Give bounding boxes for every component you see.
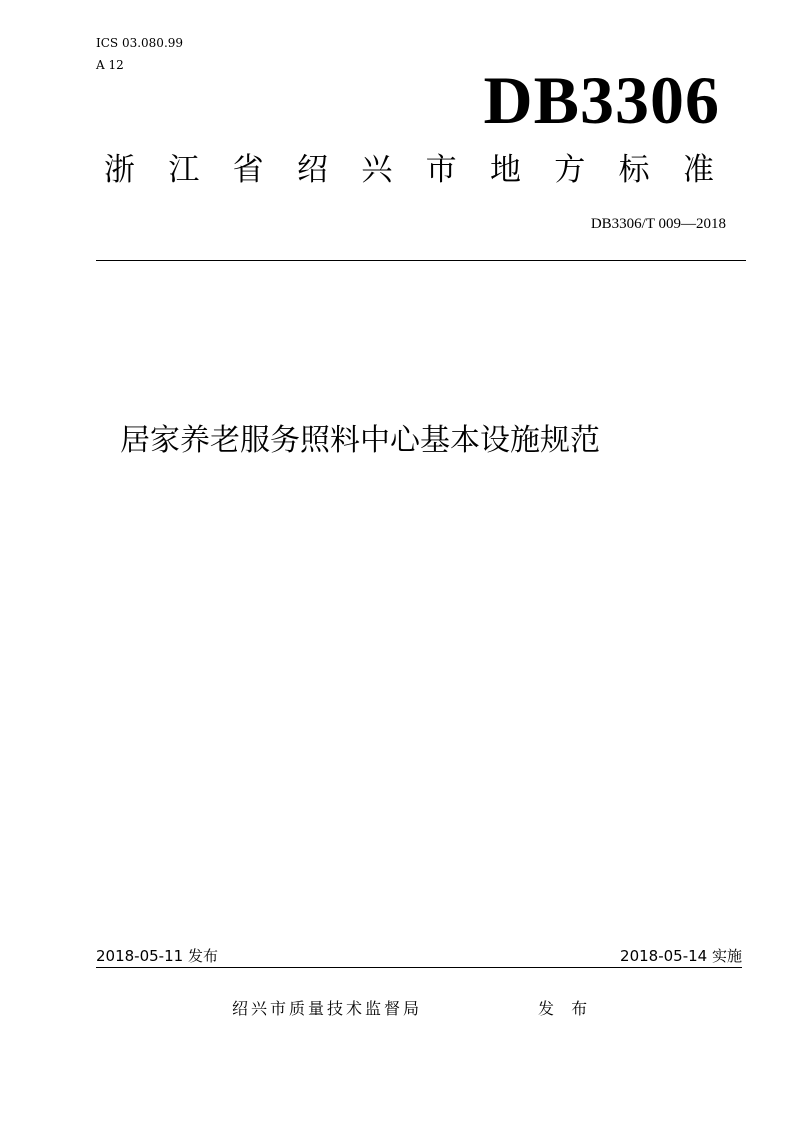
- issuing-authority: 绍兴市质量技术监督局: [232, 999, 423, 1018]
- ccs-code: A 12: [96, 58, 124, 72]
- standard-type-char: 省: [232, 152, 264, 188]
- header-divider: [96, 260, 746, 261]
- standard-type-heading: [104, 150, 714, 190]
- standard-type-char: 浙: [104, 152, 135, 188]
- standard-type-char: 方: [554, 152, 586, 188]
- standard-type-char: 准: [682, 152, 714, 188]
- standard-type-char: 兴: [361, 152, 393, 188]
- standard-type-char: 市: [425, 152, 457, 188]
- standard-type-char: 绍: [296, 152, 328, 188]
- standard-number: DB3306/T 009—2018: [590, 216, 726, 232]
- publish-date: 2018-05-11 发布: [96, 947, 218, 965]
- footer-divider: [96, 967, 742, 968]
- standard-type-char: 江: [168, 152, 200, 188]
- standard-type-char: 标: [618, 152, 650, 188]
- standard-type-char: 地: [489, 152, 521, 188]
- issue-label: 发 布: [538, 999, 594, 1018]
- standard-code: DB3306: [483, 62, 720, 138]
- ics-code: ICS 03.080.99: [96, 36, 184, 50]
- implement-date: 2018-05-14 实施: [620, 947, 742, 965]
- document-title: 居家养老服务照料中心基本设施规范: [120, 423, 600, 458]
